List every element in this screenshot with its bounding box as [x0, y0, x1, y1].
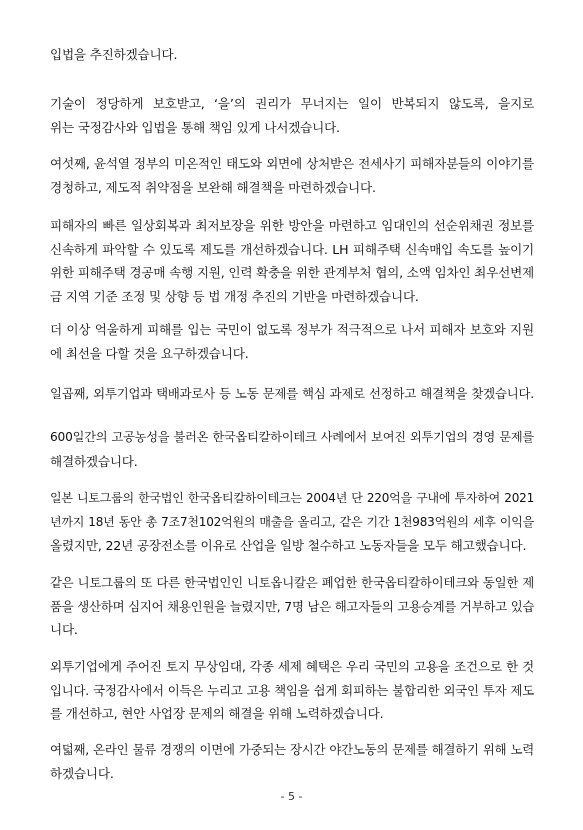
text-line: 여섯째, 윤석열 정부의 미온적인 태도와 외면에 상처받은 전세사기 피해자분들의 이야기를: [50, 156, 534, 171]
text-line: 일곱째, 외투기업과 택배과로사 등 노동 문제를 핵심 과제로 선정하고 해결책을 찾겠습니다.: [50, 386, 534, 401]
paragraph-7: [50, 426, 534, 473]
text-line: 기술이 정당하게 보호받고, ‘을’의 권리가 무너지는 일이 반복되지 않도록, 을지로: [50, 96, 534, 111]
text-line: 일본 니토그룹의 한국법인 한국옵티칼하이테크는 2004년 단 220억을 구내에 투자하여 2021: [50, 491, 534, 505]
text-line: 하겠습니다.: [50, 765, 114, 781]
text-line: 여덟째, 온라인 물류 경쟁의 이면에 가중되는 장시간 야간노동의 문제를 해결하기 위해 노력: [50, 742, 534, 757]
paragraph-1: [50, 43, 534, 67]
text-line: 더 이상 억울하게 피해를 입는 국민이 없도록 정부가 적극적으로 나서 피해자 보호와 지원: [50, 322, 534, 337]
text-line: 품을 생산하며 심지어 채용인원을 늘렸지만, 7명 남은 해고자들의 고용승계를 거부하고 있습: [50, 598, 535, 614]
paragraph-5: [50, 318, 534, 365]
page-number: - 5 -: [280, 790, 303, 803]
paragraph-8: [50, 487, 534, 558]
text-line: 입법을 추진하겠습니다.: [50, 47, 178, 62]
paragraph-3: [50, 152, 534, 199]
text-line: 입니다. 국정감사에서 이득은 누리고 고용 책임을 쉽게 회피하는 불합리한 외국인 투자 제도: [50, 682, 534, 698]
text-line: 올렸지만, 22년 공장전소를 이유로 산업을 일방 철수하고 노동자들을 모두 해고했습니다.: [50, 538, 527, 553]
text-line: 금 지역 기준 조정 및 상향 등 법 개정 추진의 기반을 마련하겠습니다.: [50, 288, 419, 304]
text-line: 를 개선하고, 현안 사업장 문제의 해결을 위해 노력하겠습니다.: [50, 706, 384, 721]
text-line: 해결하겠습니다.: [50, 453, 138, 469]
text-line: 피해자의 빠른 일상회복과 최저보장을 위한 방안을 마련하고 임대인의 선순위채권 정보를: [50, 218, 534, 233]
paragraph-10: [50, 655, 534, 726]
text-line: 600일간의 고공농성을 불러온 한국옵티칼하이테크 사례에서 보여진 외투기업의 경영 문제를: [50, 430, 534, 444]
paragraph-6: [50, 382, 534, 406]
text-line: 니다.: [50, 622, 78, 637]
text-line: 에 최선을 다할 것을 요구하겠습니다.: [50, 345, 249, 361]
text-line: 년까지 18년 동안 총 7조7천102억원의 매출을 올리고, 같은 기간 1천983억원의 세후 이익을: [50, 514, 534, 529]
text-line: 경청하고, 제도적 취약점을 보완해 해결책을 마련하겠습니다.: [50, 179, 376, 195]
text-line: 신속하게 파악할 수 있도록 제도를 개선하겠습니다. LH 피해주택 신속매입 속도를 높이기: [50, 241, 534, 257]
text-line: 같은 니토그룹의 또 다른 한국법인인 니토옵니칼은 폐업한 한국옵티칼하이테크와 동일한 제: [50, 575, 534, 590]
paragraph-11: [50, 738, 534, 785]
paragraph-4: [50, 214, 534, 308]
text-line: 위한 피해주택 경공매 속행 지원, 인력 확충을 위한 관계부처 협의, 소액 임차인 최우선변제: [50, 265, 535, 280]
paragraph-9: [50, 571, 534, 642]
paragraph-2: [50, 92, 534, 139]
text-line: 외투기업에게 주어진 토지 무상임대, 각종 세제 혜택은 우리 국민의 고용을 조건으로 한 것: [50, 659, 534, 674]
text-line: 위는 국정감사와 입법을 통해 책임 있게 나서겠습니다.: [50, 119, 340, 135]
